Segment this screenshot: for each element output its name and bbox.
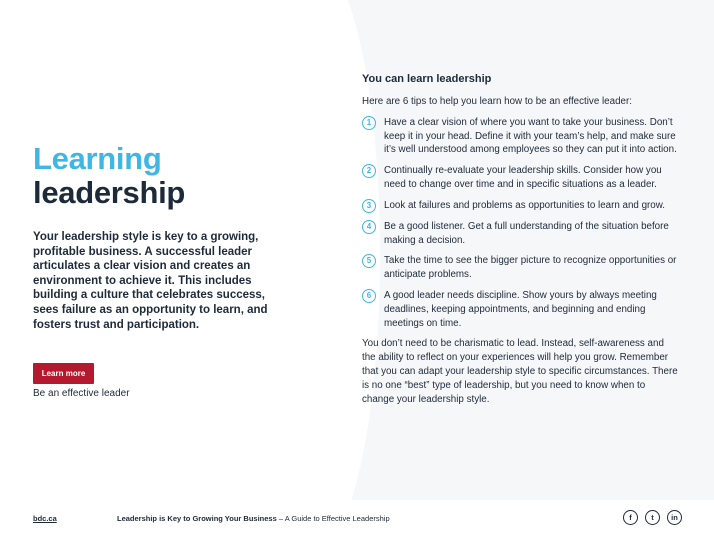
site-link[interactable]: bdc.ca (33, 514, 57, 523)
tip-item (362, 254, 682, 282)
be-effective-leader-text: Be an effective leader (33, 388, 130, 399)
tip-text: Continually re-evaluate your leadership skills. Consider how you need to change over time and in specific situations as a leader. (384, 165, 662, 190)
tip-item (362, 199, 682, 213)
tip-number-badge: 5 (362, 254, 376, 268)
footer-document-title (117, 514, 390, 523)
tip-item (362, 289, 682, 330)
tip-text: Take the time to see the bigger picture to recognize opportunities or anticipate problems. (384, 255, 677, 281)
title-line-1: Learning (33, 141, 162, 176)
footer-subtitle: – A Guide to Effective Leadership (276, 514, 390, 523)
tip-item (362, 164, 682, 192)
tips-section (362, 72, 682, 406)
tip-text: A good leader needs discipline. Show yours by always meeting deadlines, keeping appointments, and beginning and ending meetings on time. (384, 289, 657, 329)
tips-heading: You can learn leadership (362, 73, 492, 85)
tips-list (362, 116, 682, 331)
tip-item (362, 116, 682, 157)
tip-number-badge: 2 (362, 164, 376, 178)
tip-item (362, 220, 682, 248)
page-footer (0, 500, 714, 535)
tip-text: Look at failures and problems as opportunities to learn and grow. (384, 199, 666, 211)
tips-lead: Here are 6 tips to help you learn how to be an effective leader: (362, 96, 632, 107)
tip-text: Be a good listener. Get a full understanding of the situation before making a decision. (384, 220, 669, 246)
tip-number-badge: 6 (362, 289, 376, 303)
page-title (33, 142, 185, 210)
tip-number-badge: 4 (362, 220, 376, 234)
footer-title-bold: Leadership is Key to Growing Your Business (117, 514, 277, 523)
tip-number-badge: 1 (362, 116, 376, 130)
social-links (623, 510, 682, 525)
facebook-icon[interactable]: f (623, 510, 638, 525)
tip-number-badge: 3 (362, 199, 376, 213)
intro-paragraph: Your leadership style is key to a growing, profitable business. A successful leader articulates a clear vision and creates an environment to achieve it. This includes building a culture that celebrates success, sees failure as an opportunity to learn, and fosters trust and participation. (33, 231, 268, 331)
tip-text: Have a clear vision of where you want to take your business. Don’t keep it in your head. Define it with your team’s help, and make sure it’s well understood among employees so they can put it into action. (384, 116, 677, 156)
title-line-2: leadership (33, 175, 186, 210)
learn-more-button[interactable]: Learn more (33, 363, 94, 384)
twitter-icon[interactable]: t (645, 510, 660, 525)
linkedin-icon[interactable]: in (667, 510, 682, 525)
closing-paragraph: You don’t need to be charismatic to lead. Instead, self-awareness and the ability to reflect on your experiences will help you grow. Remember that you can adapt your leadership style to specific circumstances. There is no one “best” type of leadership, but you need to know when to change your leadership style. (362, 338, 678, 405)
